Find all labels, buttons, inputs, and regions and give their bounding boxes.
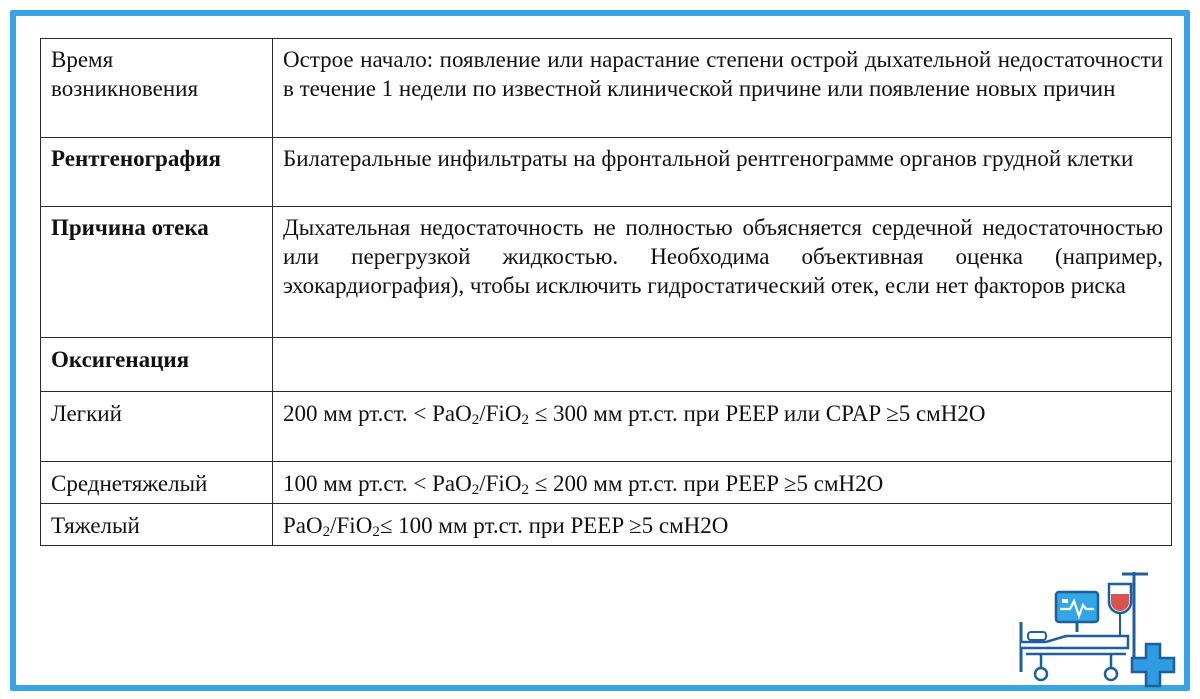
row-text-oxygenation (273, 338, 1172, 392)
table-row (41, 462, 1172, 504)
table-row (41, 392, 1172, 462)
hospital-bed-monitor-iv-icon (1006, 564, 1186, 689)
table-row (41, 138, 1172, 207)
criteria-table (40, 38, 1172, 546)
document-frame (10, 10, 1190, 691)
table-row (41, 338, 1172, 392)
severity-criteria-severe: PaO$_2$/FiO$_2$≤ 100 мм рт.ст. при PEEP ≥5 смH2O (273, 504, 1172, 546)
table-row (41, 39, 1172, 138)
row-text-edema-cause: Дыхательная недостаточность не полностью объясняется сердечной недостаточностью или перегрузкой жидкостью. Необходима объективная оценка (например, эхокардиография), чтобы исключить гидростатический отек, если нет факторов риска (273, 207, 1172, 338)
severity-label-severe: Тяжелый (41, 504, 273, 546)
row-label-onset: Время возникновения (41, 39, 273, 138)
row-text-radiography: Билатеральные инфильтраты на фронтальной рентгенограмме органов грудной клетки (273, 138, 1172, 207)
row-text-onset: Острое начало: появление или нарастание степени острой дыхательной недостаточности в течение 1 недели по известной клинической причине или появление новых причин (273, 39, 1172, 138)
severity-label-mild: Легкий (41, 392, 273, 462)
row-label-oxygenation: Оксигенация (41, 338, 273, 392)
severity-criteria-mild: 200 мм рт.ст. < PaO$_2$/FiO$_2$ ≤ 300 мм рт.ст. при PEEP или CPAP ≥5 смH2O (273, 392, 1172, 462)
table-row (41, 207, 1172, 338)
row-label-radiography: Рентгенография (41, 138, 273, 207)
row-label-edema-cause: Причина отека (41, 207, 273, 338)
table-row (41, 504, 1172, 546)
severity-label-moderate: Среднетяжелый (41, 462, 273, 504)
severity-criteria-moderate: 100 мм рт.ст. < PaO$_2$/FiO$_2$ ≤ 200 мм рт.ст. при PEEP ≥5 смH2O (273, 462, 1172, 504)
